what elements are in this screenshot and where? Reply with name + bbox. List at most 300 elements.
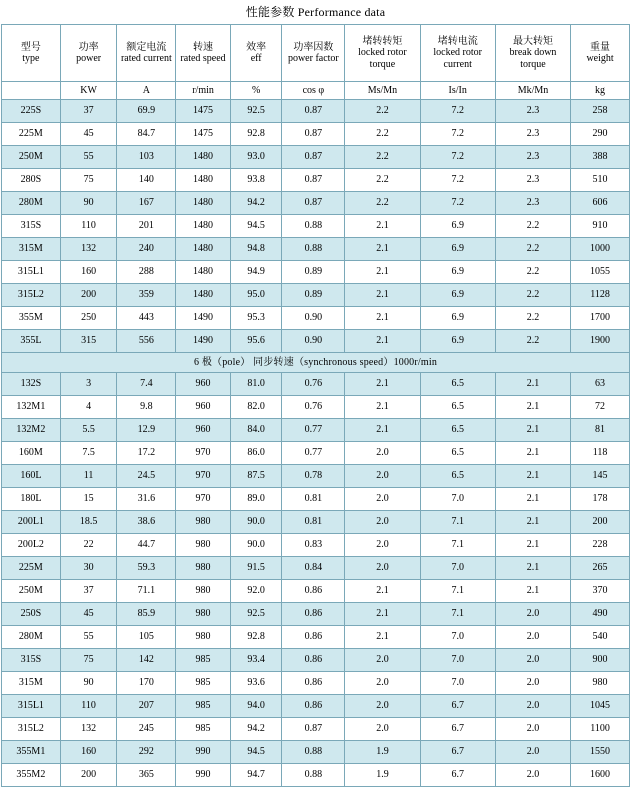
table-cell: 0.77: [282, 442, 345, 465]
column-header-en: power factor: [287, 53, 339, 64]
table-cell: 2.0: [495, 603, 570, 626]
table-cell: 7.1: [420, 534, 495, 557]
table-cell: 388: [571, 146, 630, 169]
column-header-cn: 堵转转矩: [362, 36, 403, 48]
table-cell: 0.88: [282, 215, 345, 238]
table-row: [2, 284, 630, 307]
column-header-rated-speed: [176, 25, 231, 82]
performance-table: [1, 24, 630, 787]
table-cell: 200: [60, 764, 117, 787]
table-cell: 1480: [176, 192, 231, 215]
table-cell: 45: [60, 123, 117, 146]
table-row: [2, 169, 630, 192]
table-cell: 0.77: [282, 419, 345, 442]
table-cell: 0.89: [282, 284, 345, 307]
table-cell: 207: [117, 695, 176, 718]
table-cell: 160M: [2, 442, 61, 465]
table-cell: 142: [117, 649, 176, 672]
table-cell: 7.5: [60, 442, 117, 465]
table-cell: 69.9: [117, 100, 176, 123]
table-cell: 0.87: [282, 169, 345, 192]
table-cell: 2.3: [495, 169, 570, 192]
table-cell: 2.1: [495, 465, 570, 488]
table-cell: 94.2: [230, 192, 282, 215]
table-row: [2, 718, 630, 741]
table-cell: 1055: [571, 261, 630, 284]
table-cell: 2.0: [495, 764, 570, 787]
column-header-en: type: [22, 53, 40, 64]
table-cell: 6.7: [420, 741, 495, 764]
table-cell: 2.1: [345, 626, 420, 649]
table-cell: 94.0: [230, 695, 282, 718]
table-cell: 2.0: [495, 718, 570, 741]
column-header-eff: [230, 25, 282, 82]
table-cell: 7.0: [420, 626, 495, 649]
table-cell: 315: [60, 330, 117, 353]
table-cell: 280M: [2, 192, 61, 215]
column-header-weight: [571, 25, 630, 82]
table-row: [2, 192, 630, 215]
table-row: [2, 330, 630, 353]
table-cell: 7.0: [420, 672, 495, 695]
table-cell: 2.0: [345, 695, 420, 718]
column-header-type: [2, 25, 61, 82]
section-header-label: 6 极（pole） 同步转速（synchronous speed）1000r/min: [2, 353, 630, 373]
table-cell: 290: [571, 123, 630, 146]
table-cell: 2.3: [495, 100, 570, 123]
section-header-row: [2, 353, 630, 373]
table-cell: 6.7: [420, 718, 495, 741]
table-cell: 250M: [2, 146, 61, 169]
table-cell: 0.84: [282, 557, 345, 580]
table-cell: 990: [176, 741, 231, 764]
table-cell: 225M: [2, 557, 61, 580]
table-cell: 75: [60, 649, 117, 672]
table-cell: 2.1: [345, 261, 420, 284]
table-row: [2, 511, 630, 534]
table-cell: 2.0: [495, 695, 570, 718]
table-cell: 2.1: [345, 307, 420, 330]
unit-cell: A: [117, 82, 176, 100]
table-cell: 7.1: [420, 580, 495, 603]
table-cell: 240: [117, 238, 176, 261]
table-cell: 86.0: [230, 442, 282, 465]
column-header-cn: 功率: [78, 41, 99, 53]
table-cell: 140: [117, 169, 176, 192]
table-cell: 30: [60, 557, 117, 580]
table-cell: 94.2: [230, 718, 282, 741]
table-cell: 355L: [2, 330, 61, 353]
table-cell: 2.1: [345, 373, 420, 396]
table-cell: 6.9: [420, 261, 495, 284]
column-header-cn: 堵转电流: [437, 36, 478, 48]
table-cell: 9.8: [117, 396, 176, 419]
table-cell: 910: [571, 215, 630, 238]
table-row: [2, 764, 630, 787]
column-header-en: break down torque: [509, 47, 557, 70]
table-cell: 160: [60, 741, 117, 764]
unit-row: [2, 82, 630, 100]
table-cell: 540: [571, 626, 630, 649]
table-cell: 7.0: [420, 488, 495, 511]
table-cell: 245: [117, 718, 176, 741]
table-cell: 900: [571, 649, 630, 672]
table-cell: 6.9: [420, 330, 495, 353]
table-cell: 0.88: [282, 764, 345, 787]
table-cell: 84.0: [230, 419, 282, 442]
table-cell: 1480: [176, 169, 231, 192]
table-cell: 2.0: [345, 534, 420, 557]
column-header-cn: 功率因数: [293, 41, 334, 53]
table-cell: 0.81: [282, 511, 345, 534]
table-cell: 2.2: [345, 192, 420, 215]
table-cell: 0.86: [282, 672, 345, 695]
table-cell: 105: [117, 626, 176, 649]
table-cell: 2.1: [495, 442, 570, 465]
table-cell: 4: [60, 396, 117, 419]
table-cell: 0.87: [282, 192, 345, 215]
table-row: [2, 442, 630, 465]
table-cell: 12.9: [117, 419, 176, 442]
table-cell: 292: [117, 741, 176, 764]
table-cell: 2.0: [495, 672, 570, 695]
column-header-break-down-torque: [495, 25, 570, 82]
table-cell: 0.86: [282, 603, 345, 626]
table-cell: 1480: [176, 146, 231, 169]
table-cell: 250: [60, 307, 117, 330]
table-cell: 980: [176, 626, 231, 649]
table-cell: 6.5: [420, 465, 495, 488]
table-cell: 980: [176, 603, 231, 626]
table-cell: 1475: [176, 100, 231, 123]
table-cell: 201: [117, 215, 176, 238]
table-cell: 2.1: [495, 580, 570, 603]
table-cell: 2.2: [345, 146, 420, 169]
table-cell: 87.5: [230, 465, 282, 488]
table-cell: 2.0: [345, 718, 420, 741]
table-row: [2, 603, 630, 626]
table-cell: 63: [571, 373, 630, 396]
table-cell: 2.2: [495, 215, 570, 238]
table-cell: 1045: [571, 695, 630, 718]
table-cell: 132M1: [2, 396, 61, 419]
table-cell: 6.7: [420, 764, 495, 787]
table-row: [2, 146, 630, 169]
table-cell: 985: [176, 695, 231, 718]
table-cell: 81.0: [230, 373, 282, 396]
table-cell: 960: [176, 373, 231, 396]
table-cell: 980: [176, 557, 231, 580]
table-cell: 2.2: [495, 307, 570, 330]
table-cell: 265: [571, 557, 630, 580]
column-header-locked-rotor-current: [420, 25, 495, 82]
table-cell: 178: [571, 488, 630, 511]
unit-cell: kg: [571, 82, 630, 100]
table-cell: 90.0: [230, 534, 282, 557]
table-cell: 55: [60, 146, 117, 169]
table-cell: 37: [60, 100, 117, 123]
table-cell: 2.1: [345, 284, 420, 307]
table-cell: 2.3: [495, 146, 570, 169]
table-cell: 90.0: [230, 511, 282, 534]
table-cell: 0.87: [282, 123, 345, 146]
table-cell: 38.6: [117, 511, 176, 534]
table-cell: 6.5: [420, 396, 495, 419]
table-cell: 1900: [571, 330, 630, 353]
table-cell: 11: [60, 465, 117, 488]
table-cell: 95.6: [230, 330, 282, 353]
table-cell: 132: [60, 718, 117, 741]
table-cell: 200: [60, 284, 117, 307]
table-cell: 1.9: [345, 741, 420, 764]
table-cell: 18.5: [60, 511, 117, 534]
table-cell: 2.1: [495, 557, 570, 580]
table-cell: 315S: [2, 649, 61, 672]
table-cell: 359: [117, 284, 176, 307]
table-cell: 2.0: [495, 649, 570, 672]
table-cell: 94.8: [230, 238, 282, 261]
unit-cell: Ms/Mn: [345, 82, 420, 100]
table-row: [2, 580, 630, 603]
column-header-locked-rotor-torque: [345, 25, 420, 82]
table-cell: 2.1: [495, 396, 570, 419]
table-cell: 2.0: [345, 649, 420, 672]
table-cell: 7.2: [420, 146, 495, 169]
column-header-en: locked rotor current: [433, 47, 482, 70]
table-cell: 250S: [2, 603, 61, 626]
table-cell: 94.5: [230, 215, 282, 238]
table-cell: 2.0: [345, 511, 420, 534]
table-cell: 490: [571, 603, 630, 626]
table-cell: 2.2: [345, 123, 420, 146]
table-cell: 990: [176, 764, 231, 787]
table-cell: 0.87: [282, 718, 345, 741]
table-cell: 7.4: [117, 373, 176, 396]
table-cell: 2.1: [345, 238, 420, 261]
table-cell: 2.0: [495, 626, 570, 649]
table-cell: 2.1: [495, 419, 570, 442]
table-cell: 167: [117, 192, 176, 215]
table-cell: 2.2: [495, 284, 570, 307]
table-cell: 6.5: [420, 373, 495, 396]
table-cell: 6.9: [420, 215, 495, 238]
column-header-cn: 型号: [20, 41, 41, 53]
table-row: [2, 307, 630, 330]
table-cell: 2.1: [495, 534, 570, 557]
table-row: [2, 649, 630, 672]
table-cell: 0.88: [282, 741, 345, 764]
table-cell: 59.3: [117, 557, 176, 580]
table-cell: 370: [571, 580, 630, 603]
table-cell: 6.5: [420, 419, 495, 442]
table-cell: 92.5: [230, 100, 282, 123]
table-row: [2, 626, 630, 649]
table-cell: 2.0: [345, 442, 420, 465]
table-row: [2, 488, 630, 511]
table-cell: 315S: [2, 215, 61, 238]
table-cell: 92.8: [230, 626, 282, 649]
table-cell: 7.2: [420, 123, 495, 146]
column-header-en: weight: [586, 53, 614, 64]
table-cell: 3: [60, 373, 117, 396]
table-cell: 1490: [176, 330, 231, 353]
table-cell: 2.2: [495, 238, 570, 261]
table-cell: 0.87: [282, 146, 345, 169]
table-cell: 0.76: [282, 373, 345, 396]
table-cell: 93.4: [230, 649, 282, 672]
table-cell: 1480: [176, 284, 231, 307]
table-cell: 103: [117, 146, 176, 169]
page-title: 性能参数 Performance data: [245, 5, 386, 19]
table-cell: 132: [60, 238, 117, 261]
unit-cell: Is/In: [420, 82, 495, 100]
table-cell: 0.90: [282, 307, 345, 330]
table-cell: 0.87: [282, 100, 345, 123]
table-cell: 288: [117, 261, 176, 284]
table-cell: 0.86: [282, 580, 345, 603]
table-cell: 160: [60, 261, 117, 284]
unit-cell: KW: [60, 82, 117, 100]
table-cell: 1480: [176, 215, 231, 238]
table-cell: 200L2: [2, 534, 61, 557]
column-header-cn: 转速: [193, 41, 214, 53]
table-row: [2, 534, 630, 557]
table-cell: 2.1: [345, 580, 420, 603]
table-cell: 1480: [176, 261, 231, 284]
table-cell: 1700: [571, 307, 630, 330]
table-cell: 2.1: [345, 396, 420, 419]
table-cell: 0.83: [282, 534, 345, 557]
table-cell: 92.8: [230, 123, 282, 146]
table-cell: 0.81: [282, 488, 345, 511]
table-cell: 7.2: [420, 169, 495, 192]
table-cell: 1000: [571, 238, 630, 261]
table-cell: 0.89: [282, 261, 345, 284]
table-cell: 355M1: [2, 741, 61, 764]
table-cell: 6.9: [420, 307, 495, 330]
table-cell: 280S: [2, 169, 61, 192]
table-cell: 960: [176, 419, 231, 442]
table-cell: 606: [571, 192, 630, 215]
table-cell: 6.5: [420, 442, 495, 465]
unit-cell: Mk/Mn: [495, 82, 570, 100]
table-cell: 960: [176, 396, 231, 419]
table-cell: 94.5: [230, 741, 282, 764]
table-cell: 2.1: [495, 511, 570, 534]
table-cell: 24.5: [117, 465, 176, 488]
column-header-power-factor: [282, 25, 345, 82]
table-cell: 2.1: [345, 603, 420, 626]
table-cell: 200L1: [2, 511, 61, 534]
table-header: [2, 25, 630, 100]
table-cell: 0.86: [282, 695, 345, 718]
table-cell: 315L1: [2, 695, 61, 718]
table-cell: 31.6: [117, 488, 176, 511]
table-cell: 1128: [571, 284, 630, 307]
column-header-en: locked rotor torque: [358, 47, 407, 70]
table-cell: 228: [571, 534, 630, 557]
table-cell: 110: [60, 215, 117, 238]
table-cell: 2.2: [495, 261, 570, 284]
column-header-cn: 最大转矩: [512, 36, 553, 48]
table-cell: 0.86: [282, 626, 345, 649]
table-cell: 6.9: [420, 238, 495, 261]
table-cell: 980: [176, 511, 231, 534]
column-header-en: eff: [250, 53, 262, 64]
unit-cell: [2, 82, 61, 100]
table-cell: 6.7: [420, 695, 495, 718]
table-cell: 970: [176, 488, 231, 511]
table-row: [2, 123, 630, 146]
column-header-cn: 额定电流: [126, 41, 167, 53]
table-cell: 22: [60, 534, 117, 557]
table-cell: 110: [60, 695, 117, 718]
table-cell: 1100: [571, 718, 630, 741]
table-cell: 280M: [2, 626, 61, 649]
table-cell: 2.1: [345, 419, 420, 442]
table-cell: 84.7: [117, 123, 176, 146]
table-cell: 985: [176, 718, 231, 741]
table-cell: 95.3: [230, 307, 282, 330]
table-cell: 93.0: [230, 146, 282, 169]
column-header-rated-current: [117, 25, 176, 82]
table-cell: 17.2: [117, 442, 176, 465]
table-cell: 55: [60, 626, 117, 649]
table-cell: 132S: [2, 373, 61, 396]
table-row: [2, 100, 630, 123]
table-cell: 82.0: [230, 396, 282, 419]
table-cell: 37: [60, 580, 117, 603]
table-cell: 510: [571, 169, 630, 192]
table-cell: 2.2: [495, 330, 570, 353]
table-row: [2, 465, 630, 488]
table-cell: 315L2: [2, 284, 61, 307]
table-cell: 258: [571, 100, 630, 123]
table-cell: 7.1: [420, 511, 495, 534]
table-cell: 44.7: [117, 534, 176, 557]
table-row: [2, 373, 630, 396]
table-cell: 93.8: [230, 169, 282, 192]
column-header-en: power: [76, 53, 102, 64]
table-cell: 90: [60, 192, 117, 215]
unit-cell: %: [230, 82, 282, 100]
table-cell: 92.0: [230, 580, 282, 603]
table-cell: 980: [176, 534, 231, 557]
table-cell: 2.3: [495, 123, 570, 146]
table-cell: 45: [60, 603, 117, 626]
table-cell: 985: [176, 649, 231, 672]
column-header-power: [60, 25, 117, 82]
table-cell: 118: [571, 442, 630, 465]
table-row: [2, 557, 630, 580]
table-cell: 180L: [2, 488, 61, 511]
table-row: [2, 261, 630, 284]
table-cell: 7.0: [420, 649, 495, 672]
table-cell: 0.90: [282, 330, 345, 353]
table-cell: 92.5: [230, 603, 282, 626]
table-cell: 94.7: [230, 764, 282, 787]
table-cell: 443: [117, 307, 176, 330]
table-cell: 91.5: [230, 557, 282, 580]
table-cell: 2.0: [345, 557, 420, 580]
table-cell: 0.88: [282, 238, 345, 261]
table-cell: 1475: [176, 123, 231, 146]
table-cell: 2.2: [345, 100, 420, 123]
table-cell: 2.0: [345, 672, 420, 695]
table-cell: 980: [571, 672, 630, 695]
table-cell: 7.1: [420, 603, 495, 626]
table-cell: 315L1: [2, 261, 61, 284]
